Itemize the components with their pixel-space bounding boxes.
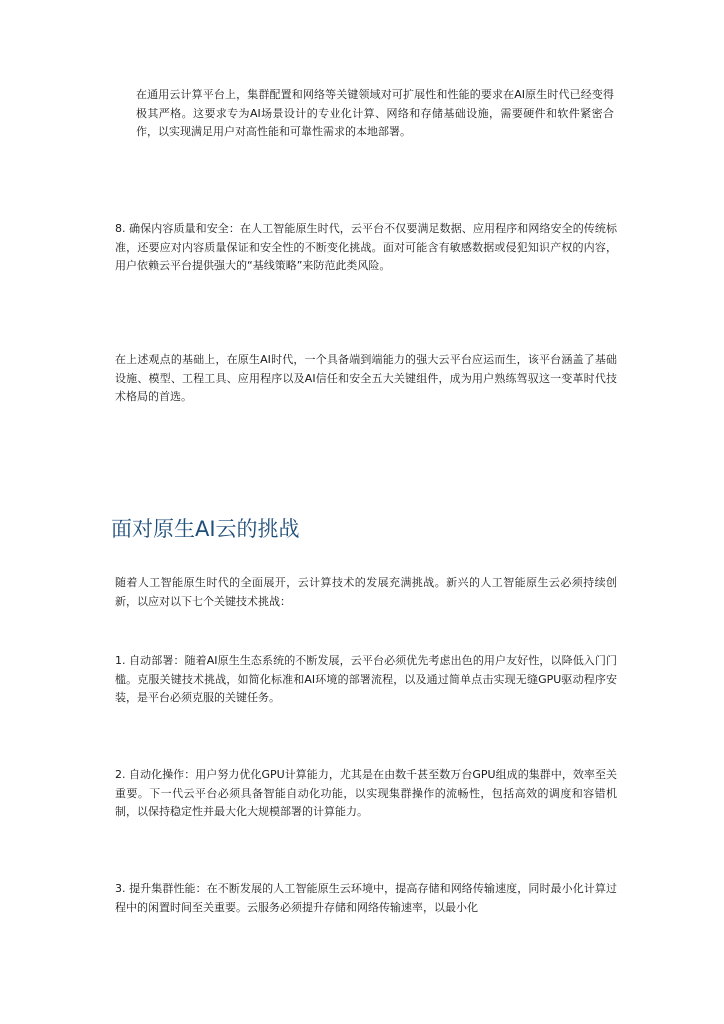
challenge-3-paragraph: 3. 提升集群性能：在不断发展的人工智能原生云环境中，提高存储和网络传输速度，同时最小化计算过程中的闲置时间至关重要。云服务必须提升存储和网络传输速率，以最小化 — [115, 882, 617, 914]
challenge-2-paragraph: 2. 自动化操作：用户努力优化GPU计算能力，尤其是在由数千甚至数万台GPU组成的集群中，效率至关重要。下一代云平台必须具备智能自动化功能，以实现集群操作的流畅性，包括高效的调度和容错机制，以保持稳定性并最大化大规模部署的计算能力。 — [115, 768, 617, 818]
item-8-paragraph: 8. 确保内容质量和安全：在人工智能原生时代，云平台不仅要满足数据、应用程序和网络安全的传统标准，还要应对内容质量保证和安全性的不断变化挑战。面对可能含有敏感数据或侵犯知识产权的内容，用户依赖云平台提供强大的“基线策略”来防范此类风险。 — [115, 222, 617, 272]
challenge-1-paragraph: 1. 自动部署：随着AI原生生态系统的不断发展，云平台必须优先考虑出色的用户友好性，以降低入门门槛。克服关键技术挑战，如简化标准和AI环境的部署流程，以及通过简单点击实现无缝GPU驱动程序安装，是平台必须克服的关键任务。 — [115, 654, 617, 704]
section-heading: 面对原生AI云的挑战 — [111, 517, 300, 541]
intro-paragraph: 在通用云计算平台上，集群配置和网络等关键领域对可扩展性和性能的要求在AI原生时代已经变得极其严格。这要求专为AI场景设计的专业化计算、网络和存储基础设施，需要硬件和软件紧密合作，以实现满足用户对高性能和可靠性需求的本地部署。 — [136, 88, 614, 138]
section-lead-paragraph: 随着人工智能原生时代的全面展开，云计算技术的发展充满挑战。新兴的人工智能原生云必须持续创新，以应对以下七个关键技术挑战： — [115, 576, 617, 608]
summary-paragraph: 在上述观点的基础上，在原生AI时代，一个具备端到端能力的强大云平台应运而生，该平台涵盖了基础设施、模型、工程工具、应用程序以及AI信任和安全五大关键组件，成为用户熟练驾驭这一变革时代技术格局的首选。 — [115, 353, 617, 403]
